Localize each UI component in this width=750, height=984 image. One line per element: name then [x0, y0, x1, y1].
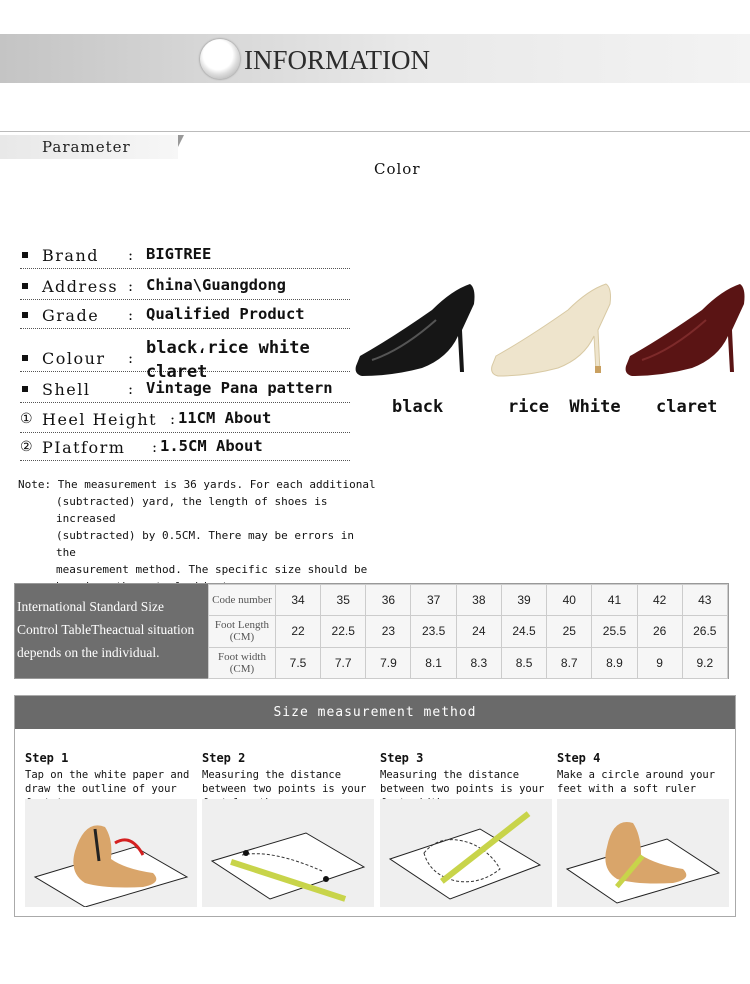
bullet-icon — [22, 252, 28, 258]
step-card — [25, 751, 200, 810]
param-row — [20, 241, 350, 269]
table-cell: 26.5 — [682, 616, 727, 647]
table-cell: 40 — [547, 585, 592, 616]
param-number: ① — [20, 411, 33, 427]
param-value: Qualified Product — [146, 305, 305, 323]
step-illustration — [25, 799, 197, 907]
row-header: Code number — [209, 585, 276, 616]
bullet-icon — [22, 386, 28, 392]
size-note — [18, 476, 378, 595]
table-cell: 26 — [637, 616, 682, 647]
note-line: measurement method. The specific size should be — [56, 563, 368, 576]
param-colon: : — [128, 246, 134, 264]
step-illustration — [557, 799, 729, 907]
param-row — [20, 433, 350, 461]
row-header: Foot width (CM) — [209, 647, 276, 678]
bullet-icon — [22, 355, 28, 361]
step-label: Step 2 — [202, 751, 246, 765]
table-cell: 41 — [592, 585, 637, 616]
param-key: Shell — [42, 380, 91, 399]
note-line: (subtracted) by 0.5CM. There may be errors in the — [56, 529, 355, 559]
table-row — [209, 585, 728, 616]
param-colon: : — [128, 306, 134, 324]
param-row — [20, 375, 350, 403]
step-card — [202, 751, 377, 810]
param-colon: : — [170, 410, 176, 428]
color-label-black: black — [392, 397, 444, 417]
param-colon: : — [128, 277, 134, 295]
step-illustration — [380, 799, 552, 907]
table-cell: 42 — [637, 585, 682, 616]
table-row — [209, 647, 728, 678]
black-shoe-image — [352, 280, 478, 378]
table-cell: 23.5 — [411, 616, 456, 647]
size-table-label-line: Control TableTheactual situation — [17, 622, 195, 637]
size-table-label — [15, 584, 208, 678]
step-label: Step 4 — [557, 751, 601, 765]
step-description: Measuring the distance between two points is your — [380, 769, 545, 795]
step-illustration — [202, 799, 374, 907]
param-number: ② — [20, 439, 33, 455]
param-value: BIGTREE — [146, 245, 212, 263]
table-cell: 37 — [411, 585, 456, 616]
param-row — [20, 272, 350, 300]
table-cell: 25.5 — [592, 616, 637, 647]
rice-white-shoe-image — [488, 280, 614, 378]
param-value: black،rice white claret — [146, 338, 310, 382]
note-line: Note: The measurement is 36 yards. For each additional — [18, 478, 376, 491]
param-key: Address — [42, 277, 119, 296]
color-label-claret: claret — [656, 397, 718, 417]
step-description: Measuring the distance between two points is your — [202, 769, 367, 795]
bullet-icon — [22, 312, 28, 318]
step-card — [380, 751, 555, 810]
table-cell: 9 — [637, 647, 682, 678]
table-cell: 8.5 — [501, 647, 546, 678]
param-key: Grade — [42, 306, 100, 325]
param-row — [20, 405, 350, 433]
size-grid — [208, 584, 728, 679]
circle-icon — [200, 39, 240, 79]
param-value: China\Guangdong — [146, 276, 286, 294]
table-cell: 39 — [501, 585, 546, 616]
color-label-rice-white: rice White — [508, 397, 621, 417]
table-cell: 22 — [275, 616, 320, 647]
table-cell: 7.9 — [366, 647, 411, 678]
step-card — [557, 751, 732, 796]
table-cell: 7.7 — [321, 647, 366, 678]
note-line: (subtracted) yard, the length of shoes is increased — [56, 495, 328, 525]
param-row — [20, 301, 350, 329]
param-key: PIatform — [42, 438, 126, 457]
parameter-tab-label: Parameter — [42, 138, 131, 156]
table-cell: 34 — [275, 585, 320, 616]
measurement-title: Size measurement method — [15, 696, 735, 729]
param-key: Heel Height — [42, 410, 158, 429]
param-value: Vintage Pana pattern — [146, 379, 333, 397]
table-cell: 8.9 — [592, 647, 637, 678]
table-cell: 25 — [547, 616, 592, 647]
step-label: Step 1 — [25, 751, 69, 765]
param-value: 11CM About — [178, 409, 272, 427]
size-table — [14, 583, 729, 679]
measurement-section — [14, 695, 736, 917]
table-cell: 43 — [682, 585, 727, 616]
param-key: Brand — [42, 246, 99, 265]
table-cell: 8.1 — [411, 647, 456, 678]
page-title: INFORMATION — [244, 45, 431, 75]
bullet-icon — [22, 283, 28, 289]
step-label: Step 3 — [380, 751, 424, 765]
table-cell: 24 — [456, 616, 501, 647]
header-banner — [0, 34, 750, 83]
table-cell: 8.7 — [547, 647, 592, 678]
table-cell: 24.5 — [501, 616, 546, 647]
step-description: Make a circle around your feet with a soft ruler — [557, 769, 716, 795]
param-colon: : — [152, 438, 158, 456]
divider — [0, 131, 750, 132]
table-cell: 8.3 — [456, 647, 501, 678]
table-cell: 7.5 — [275, 647, 320, 678]
size-table-label-line: depends on the individual. — [17, 645, 160, 660]
color-heading: Color — [374, 160, 421, 178]
row-header: Foot Length (CM) — [209, 616, 276, 647]
param-row — [20, 338, 350, 382]
table-cell: 9.2 — [682, 647, 727, 678]
table-cell: 35 — [321, 585, 366, 616]
param-value: 1.5CM About — [160, 437, 263, 455]
table-row — [209, 616, 728, 647]
param-key: Colour — [42, 349, 106, 368]
parameter-tab — [0, 135, 178, 159]
table-cell: 23 — [366, 616, 411, 647]
table-cell: 38 — [456, 585, 501, 616]
param-colon: : — [128, 349, 134, 367]
table-cell: 36 — [366, 585, 411, 616]
param-colon: : — [128, 380, 134, 398]
step-description: Tap on the white paper and draw the outline of your — [25, 769, 190, 795]
claret-shoe-image — [622, 280, 748, 378]
size-table-label-line: International Standard Size — [17, 599, 164, 614]
table-cell: 22.5 — [321, 616, 366, 647]
